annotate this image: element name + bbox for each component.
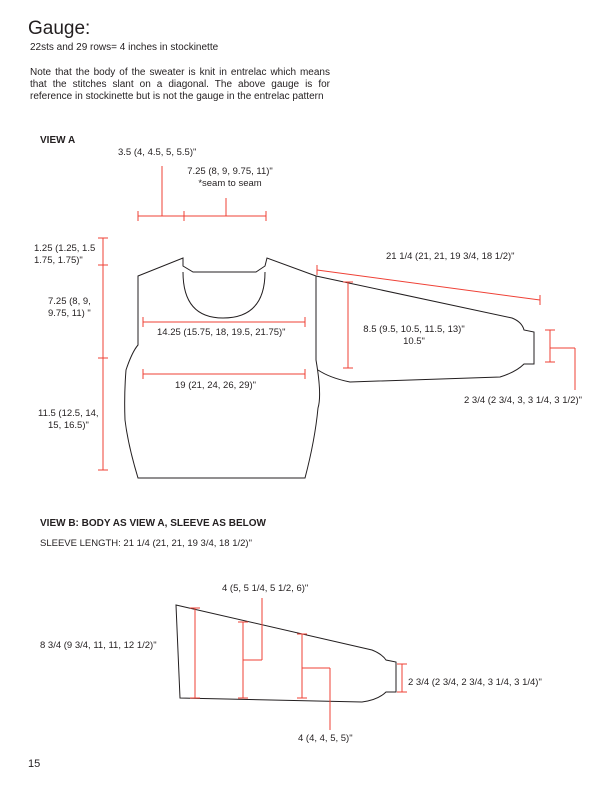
sleeve-b-outline	[176, 605, 396, 702]
cuff-label: 2 3/4 (2 3/4, 3, 3 1/4, 3 1/2)"	[464, 395, 582, 406]
shoulder-width-label: 7.25 (8, 9, 9.75, 11)"	[187, 166, 273, 177]
gauge-note: Note that the body of the sweater is knit in entrelac which means that the stitches slant on a diagonal. The above gauge is for reference in stockinette but is not the gauge in the entrelac pattern	[30, 67, 330, 102]
neck-width-label: 3.5 (4, 4.5, 5, 5.5)"	[118, 147, 197, 158]
upper-width-label: 14.25 (15.75, 18, 19.5, 21.75)"	[157, 327, 286, 338]
bottom-measure-label: 4 (4, 4, 5, 5)"	[298, 733, 353, 744]
top-measure-label: 4 (5, 5 1/4, 5 1/2, 6)"	[222, 583, 309, 594]
armhole-label-2: 9.75, 11) "	[48, 308, 91, 319]
shoulder-drop-label-2: 1.75, 1.75)"	[34, 255, 83, 266]
page-number: 15	[28, 758, 41, 770]
sleeve-length-line: SLEEVE LENGTH: 21 1/4 (21, 21, 19 3/4, 18 1/2)"	[40, 538, 252, 549]
body-length-label: 11.5 (12.5, 14,	[38, 408, 99, 419]
shoulder-drop-label: 1.25 (1.25, 1.5	[34, 243, 96, 254]
body-outline	[125, 258, 320, 478]
cuff-label-b: 2 3/4 (2 3/4, 2 3/4, 3 1/4, 3 1/4)"	[408, 677, 542, 688]
armhole-label: 7.25 (8, 9,	[48, 296, 91, 307]
lower-width-label: 19 (21, 24, 26, 29)"	[175, 380, 257, 391]
body-length-label-2: 15, 16.5)"	[48, 420, 89, 431]
sleeve-length-label: 21 1/4 (21, 21, 19 3/4, 18 1/2)"	[386, 251, 515, 262]
sleeve-width-label-2: 10.5"	[403, 336, 425, 347]
view-a-heading: VIEW A	[40, 135, 76, 146]
gauge-line: 22sts and 29 rows= 4 inches in stockinette	[30, 42, 219, 53]
upper-width-label-b: 8 3/4 (9 3/4, 11, 11, 12 1/2)"	[40, 640, 157, 651]
neckline	[183, 272, 265, 318]
gauge-title: Gauge:	[28, 18, 91, 39]
shoulder-seam-note: *seam to seam	[198, 178, 262, 189]
sleeve-width-label: 8.5 (9.5, 10.5, 11.5, 13)"	[363, 324, 465, 335]
view-b-heading: VIEW B: BODY AS VIEW A, SLEEVE AS BELOW	[40, 518, 266, 529]
